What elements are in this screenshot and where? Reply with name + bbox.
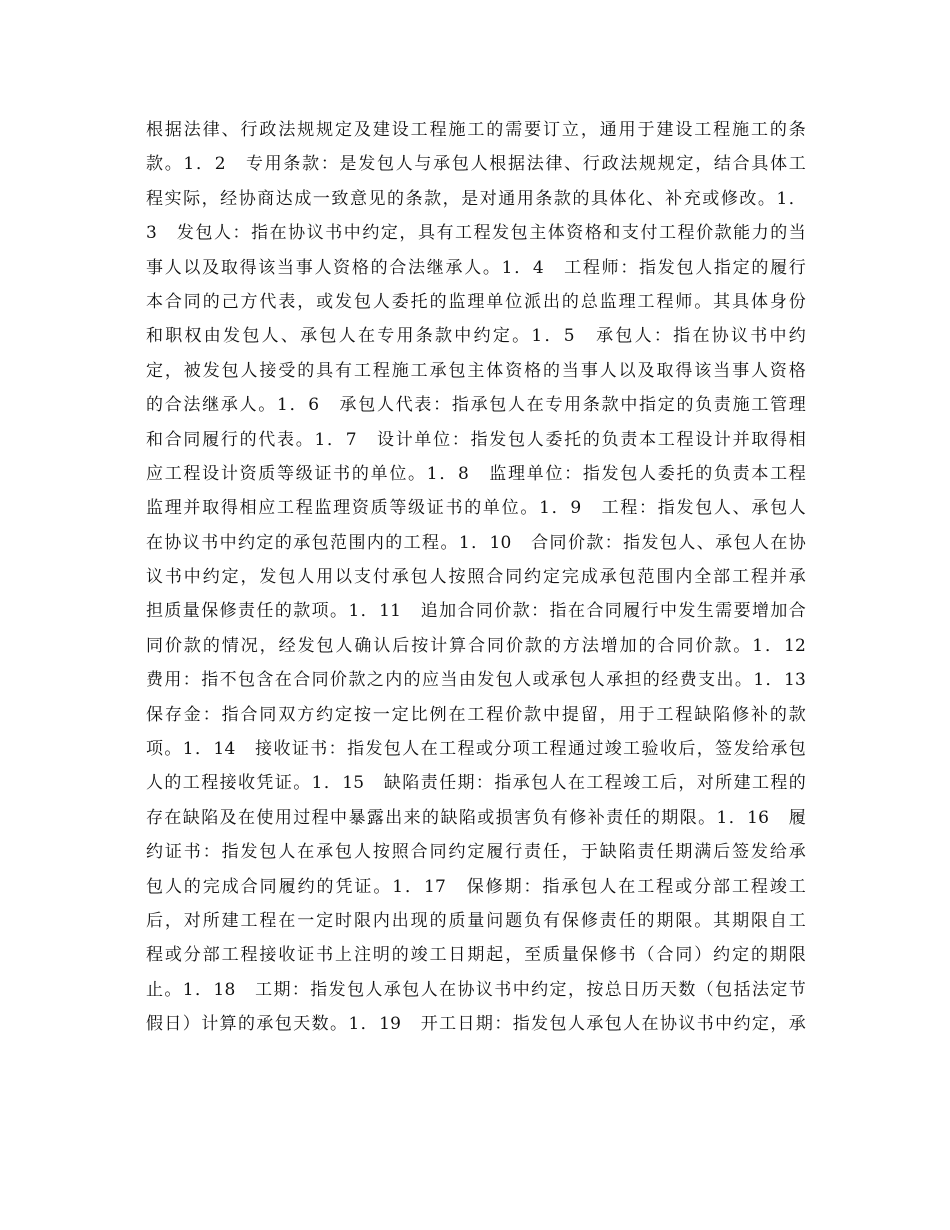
text-line: 同价款的情况，经发包人确认后按计算合同价款的方法增加的合同价款。1．12 xyxy=(146,635,806,656)
text-line: 保存金：指合同双方约定按一定比例在工程价款中提留，用于工程缺陷修补的款 xyxy=(146,704,806,725)
text-line: 费用：指不包含在合同价款之内的应当由发包人或承包人承担的经费支出。1．13 xyxy=(146,670,806,691)
text-line: 约证书：指发包人在承包人按照合同约定履行责任，于缺陷责任期满后签发给承 xyxy=(146,842,806,863)
text-line: 人的工程接收凭证。1．15 缺陷责任期：指承包人在工程竣工后，对所建工程的 xyxy=(146,773,806,794)
text-line: 程实际，经协商达成一致意见的条款，是对通用条款的具体化、补充或修改。1． xyxy=(146,188,806,209)
text-line: 款。1．2 专用条款：是发包人与承包人根据法律、行政法规规定，结合具体工 xyxy=(146,154,806,175)
text-line: 项。1．14 接收证书：指发包人在工程或分项工程通过竣工验收后，签发给承包 xyxy=(146,739,806,760)
text-line: 存在缺陷及在使用过程中暴露出来的缺陷或损害负有修补责任的期限。1．16 履 xyxy=(146,807,806,828)
text-line: 和职权由发包人、承包人在专用条款中约定。1．5 承包人：指在协议书中约 xyxy=(146,326,806,347)
text-line: 监理并取得相应工程监理资质等级证书的单位。1．9 工程：指发包人、承包人 xyxy=(146,498,806,519)
text-line: 事人以及取得该当事人资格的合法继承人。1．4 工程师：指发包人指定的履行 xyxy=(146,257,806,278)
text-line: 3 发包人：指在协议书中约定，具有工程发包主体资格和支付工程价款能力的当 xyxy=(146,223,806,244)
text-line: 包人的完成合同履约的凭证。1．17 保修期：指承包人在工程或分部工程竣工 xyxy=(146,876,806,897)
text-line: 在协议书中约定的承包范围内的工程。1．10 合同价款：指发包人、承包人在协 xyxy=(146,532,806,553)
text-line: 的合法继承人。1．6 承包人代表：指承包人在专用条款中指定的负责施工管理 xyxy=(146,395,806,416)
text-line: 程或分部工程接收证书上注明的竣工日期起，至质量保修书（合同）约定的期限 xyxy=(146,945,806,966)
text-line: 后，对所建工程在一定时限内出现的质量问题负有保修责任的期限。其期限自工 xyxy=(146,910,806,931)
text-line: 本合同的己方代表，或发包人委托的监理单位派出的总监理工程师。其具体身份 xyxy=(146,291,806,312)
text-line: 定，被发包人接受的具有工程施工承包主体资格的当事人以及取得该当事人资格 xyxy=(146,360,806,381)
text-line: 根据法律、行政法规规定及建设工程施工的需要订立，通用于建设工程施工的条 xyxy=(146,120,806,140)
text-line: 和合同履行的代表。1．7 设计单位：指发包人委托的负责本工程设计并取得相 xyxy=(146,429,806,450)
text-line: 应工程设计资质等级证书的单位。1．8 监理单位：指发包人委托的负责本工程 xyxy=(146,463,806,484)
text-line: 止。1．18 工期：指发包人承包人在协议书中约定，按总日历天数（包括法定节 xyxy=(146,979,806,1000)
text-line: 议书中约定，发包人用以支付承包人按照合同约定完成承包范围内全部工程并承 xyxy=(146,567,806,588)
body-text xyxy=(146,113,806,1042)
text-line: 假日）计算的承包天数。1．19 开工日期：指发包人承包人在协议书中约定，承 xyxy=(146,1014,806,1035)
text-line: 担质量保修责任的款项。1．11 追加合同价款：指在合同履行中发生需要增加合 xyxy=(146,601,806,622)
